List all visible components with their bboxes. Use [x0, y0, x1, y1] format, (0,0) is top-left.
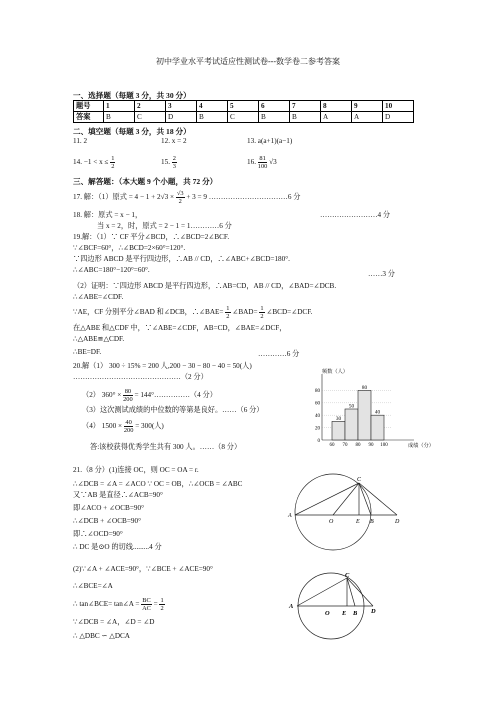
answer-cell: D	[166, 112, 197, 123]
denominator: 200	[123, 396, 133, 403]
answer-19-part2-line: ∴∠ABE=∠CDF.	[73, 293, 124, 301]
answer-cell: B	[259, 112, 290, 123]
histogram-bar	[358, 390, 371, 440]
answer-15	[161, 155, 177, 170]
bar-value-label: 30	[335, 415, 342, 422]
numerator: 1	[160, 597, 164, 604]
number-cell: 9	[352, 101, 383, 112]
half-fraction	[225, 305, 230, 320]
section1-heading: 一、选择题（每题 3 分，共 30 分）	[73, 91, 191, 100]
answer-20-text: = 300(人)	[135, 422, 164, 431]
answer-21-part2-line: ∴∠BCE=∠A	[73, 582, 113, 590]
answer-17-fraction	[176, 190, 185, 205]
denominator: AC	[142, 605, 151, 612]
answer-21-part2-line: ∵∠DCB = ∠A，∠D = ∠D	[73, 618, 155, 626]
section3-heading: 三、解答题：（本大题 9 个小题，共 72 分）	[73, 177, 218, 186]
number-cell: 5	[228, 101, 259, 112]
numerator: 2	[172, 155, 176, 162]
answer-20-fraction	[124, 419, 134, 434]
answer-21-line: 即∴∠OCD=90°	[73, 530, 123, 538]
x-tick-label: 70	[342, 443, 348, 448]
answer-20-text: = 144°……………（4 分）	[134, 391, 217, 400]
page-title: 初中学业水平考试适应性测试卷---数学卷二参考答案	[156, 57, 340, 66]
numerator: 80	[124, 388, 132, 395]
number-cell: 7	[290, 101, 321, 112]
number-cell: 8	[321, 101, 352, 112]
answer-13: 13. a(a+1)(a−1)	[247, 137, 293, 145]
answer-cell: C	[135, 112, 166, 123]
answer-20-part3: （3）这次测试成绩的中位数的等第是良好。……（6 分）	[82, 406, 264, 414]
bc-over-ac	[141, 597, 152, 612]
histogram-bar	[345, 409, 358, 440]
answer-21-line: ∴∠DCB = ∠A = ∠ACO ∵ OC = OB，∴∠OCB = ∠ABC	[73, 480, 243, 488]
answer-21-line: 又∵AB 是直径∴∠ACB=90°	[73, 491, 163, 499]
label-o: O	[325, 610, 330, 617]
answer-table-number-row	[74, 101, 414, 112]
answer-19-part2-line: ∴BE=DF.	[73, 348, 102, 356]
answer-19-score-2: …………6 分	[258, 350, 300, 358]
answer-19-line: ∴∠ABC=180°−120°=60°.	[73, 266, 150, 274]
answer-20-text: 1500 ×	[101, 422, 123, 431]
answer-19-line: 19.解：（1）∵ CF 平分∠BCD，∴∠BCD=2∠BCF.	[73, 233, 230, 241]
number-cell: 3	[166, 101, 197, 112]
circle-figure-1	[285, 472, 415, 552]
answer-19-text: ∠BCD=∠DCF.	[266, 308, 313, 317]
answer-21-line: ∴∠DCB + ∠OCB=90°	[73, 517, 141, 525]
numerator: √3	[176, 190, 184, 197]
answer-16-fraction	[258, 155, 268, 170]
answer-12: 12. x = 2	[161, 137, 187, 145]
answer-19-part2-line: 在△ABE 和△CDF 中，∵∠ABE=∠CDF，AB=CD，∠BAE=∠DCF，	[73, 324, 287, 332]
denominator: 2	[226, 313, 230, 320]
answer-21-line: ∴ DC 是⊙O 的切线.........4 分	[73, 543, 162, 551]
y-tick-label: 60	[315, 401, 320, 407]
bar-value-label: 40	[374, 409, 381, 416]
chord-ac	[297, 578, 347, 606]
answer-cell: B	[290, 112, 321, 123]
numerator: BC	[142, 597, 151, 604]
answer-cell: C	[228, 112, 259, 123]
bar-value-label: 50	[348, 403, 355, 410]
label-c: C	[357, 477, 362, 483]
label-e: E	[356, 519, 360, 525]
answer-cell: B	[104, 112, 135, 123]
answer-20-line1-score: ………………………………………（2 分）	[73, 373, 208, 381]
answer-19-part2-line: ∴△ABE≌△CDF.	[73, 335, 125, 343]
y-axis-label: 频数（人）	[322, 369, 348, 375]
denominator: 3	[172, 163, 176, 170]
score-histogram	[300, 366, 440, 454]
denominator: 2	[111, 163, 115, 170]
x-tick-label: 80	[355, 443, 361, 448]
answer-20-conclusion: 答:该校获得优秀学生共有 300 人。……（8 分）	[90, 443, 242, 451]
answer-18-score: ……………………4 分	[320, 211, 391, 219]
y-tick-label: 80	[315, 389, 320, 395]
numerator: 81	[259, 155, 266, 162]
answer-19-text: ∵AE，CF 分别平分∠BAD 和∠DCB，∴∠BAE=	[73, 308, 224, 317]
answer-18-line1: 18. 解：原式 = x − 1，	[73, 211, 143, 219]
y-tick-label: 0	[317, 438, 320, 444]
label-o: O	[329, 519, 334, 525]
x-tick-label: 90	[368, 443, 374, 448]
answer-20-line1: 20.解（1） 300 ÷ 15% = 200 人,200 − 30 − 80 − 40 = 50(人)	[73, 362, 252, 370]
radius-oc	[333, 483, 359, 515]
label-a: A	[288, 513, 292, 519]
answer-16-root: √3	[269, 158, 277, 167]
answer-14-fraction	[110, 155, 115, 170]
histogram-bar	[371, 415, 384, 440]
half-fraction	[259, 305, 264, 320]
row-label-number: 题号	[74, 101, 104, 112]
y-tick-label: 40	[315, 414, 320, 419]
x-tick-label: 100	[380, 443, 388, 448]
x-axis-label: 成绩（分）	[408, 443, 434, 449]
answer-14	[73, 155, 115, 170]
number-cell: 4	[197, 101, 228, 112]
answer-19-score-1: ……3 分	[368, 270, 395, 278]
histogram-bar	[332, 421, 345, 440]
number-cell: 1	[104, 101, 135, 112]
answer-18-line2: 当 x = 2，时，原式 = 2 − 1 = 1…………6 分	[97, 222, 232, 230]
answer-19-part2-bisect	[73, 305, 312, 320]
answer-21-part2-line: ∴ △DBC ∽ △DCA	[73, 632, 130, 640]
answer-17-text: 17. 解：（1）原式 = 4 − 1 + 2√3 ×	[73, 193, 175, 202]
one-half	[159, 597, 164, 612]
label-d: D	[371, 608, 376, 615]
answer-20-text: （4）	[82, 422, 100, 431]
chord-ac	[295, 483, 359, 515]
denominator: 2	[260, 313, 264, 320]
answer-table	[73, 100, 414, 123]
label-a: A	[289, 603, 294, 610]
answer-19-text: ∠BAD=	[232, 308, 258, 317]
label-c: C	[345, 572, 350, 579]
answer-15-label: 15.	[161, 158, 170, 167]
answer-19-part2-line: （2）证明：∵四边形 ABCD 是平行四边形，∴AB=CD，AB // CD，∠BAD=∠DCB.	[73, 282, 337, 290]
answer-15-fraction	[172, 155, 177, 170]
answer-cell: A	[352, 112, 383, 123]
answer-21-part2-line: (2)∵∠A + ∠ACE=90°，∵∠BCE + ∠ACE=90°	[73, 565, 213, 573]
answer-20-text: （2）	[82, 391, 100, 400]
answer-19-line: ∵四边形 ABCD 是平行四边形，∴AB // CD，∴∠ABC+∠BCD=180°.	[73, 255, 290, 263]
label-e: E	[342, 610, 347, 617]
y-tick-label: 20	[315, 426, 320, 432]
x-tick-label: 60	[329, 443, 335, 448]
denominator: 2	[178, 198, 182, 205]
answer-20-part4	[82, 419, 164, 434]
numerator: 1	[111, 155, 115, 162]
label-b: B	[353, 610, 358, 617]
answer-16-label: 16.	[247, 158, 256, 167]
circle-figure-2	[285, 570, 415, 650]
numerator: 1	[226, 305, 230, 312]
number-cell: 2	[135, 101, 166, 112]
answer-19-line: ∵∠BCF=60°，∴∠BCD=2×60°=120°.	[73, 244, 186, 252]
answer-17	[73, 190, 300, 205]
answer-16	[247, 155, 277, 170]
answer-17-tail: + 3 = 9 ……………………………6 分	[186, 193, 301, 202]
label-b: B	[370, 519, 374, 525]
number-cell: 10	[383, 101, 414, 112]
answer-21-part2-tan	[73, 597, 165, 612]
answer-11: 11. 2	[73, 137, 88, 145]
number-cell: 6	[259, 101, 290, 112]
numerator: 1	[260, 305, 264, 312]
answer-20-part2	[82, 388, 217, 403]
answer-21-heading: 21.（8 分）(1)连接 OC，则 OC = OA = r.	[73, 466, 199, 474]
answer-cell: B	[197, 112, 228, 123]
denominator: 200	[123, 427, 134, 434]
label-d: D	[395, 519, 400, 525]
denominator: 2	[160, 605, 164, 612]
answer-14-text: 14. −1 < x ≤	[73, 158, 109, 167]
answer-20-text: 360° ×	[101, 391, 122, 400]
numerator: 40	[125, 419, 132, 426]
bar-value-label: 80	[361, 384, 368, 391]
answer-20-fraction	[123, 388, 133, 403]
section2-heading: 二、填空题（每题 3 分，共 18 分）	[73, 127, 191, 136]
answer-cell: A	[321, 112, 352, 123]
row-label-answer: 答案	[74, 112, 104, 123]
answer-table-answer-row	[74, 112, 414, 123]
answer-21-text: =	[153, 600, 158, 609]
answer-21-text: ∴ tan∠BCE= tan∠A =	[73, 600, 140, 609]
answer-21-line: 即∠ACO + ∠OCB=90°	[73, 504, 144, 512]
denominator: 100	[257, 163, 268, 170]
answer-cell: D	[383, 112, 414, 123]
